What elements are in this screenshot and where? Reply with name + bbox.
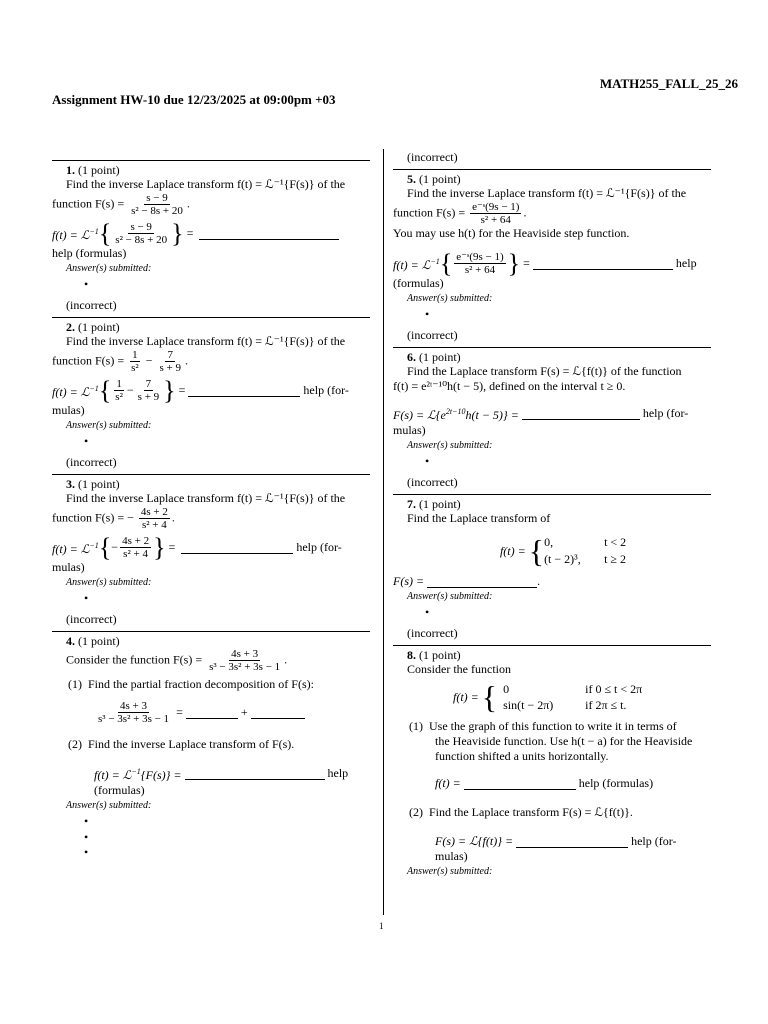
problem-number: 5. [407, 172, 416, 186]
answers-submitted-label: Answer(s) submitted: [407, 440, 493, 451]
problem-5 [393, 169, 711, 343]
part2-text: Find the inverse Laplace transform of F(s). [88, 737, 295, 751]
column-divider [383, 149, 384, 915]
points: (1 point) [419, 497, 461, 511]
instruction: Find the Laplace transform F(s) = ℒ{f(t)} of the function [407, 364, 682, 378]
assignment-title: Assignment HW-10 due 12/23/2025 at 09:00pm +03 [52, 92, 336, 107]
function-def: function F(s) = − $\frac{4s + 2}{\text{s² + 4}}$ . [52, 506, 175, 531]
course-code: MATH255_FALL_25_26 [599, 76, 738, 91]
status-incorrect: (incorrect) [407, 150, 458, 164]
points: (1 point) [78, 477, 120, 491]
answers-submitted-label: Answer(s) submitted: [407, 591, 493, 602]
problem-number: 8. [407, 648, 416, 662]
instruction: Find the inverse Laplace transform f(t) = ℒ⁻¹{F(s)} of the [66, 177, 346, 191]
answer-input-3[interactable] [185, 767, 325, 780]
answers-submitted-label: Answer(s) submitted: [407, 866, 493, 877]
answer-row: F(s) = . [393, 574, 541, 588]
points: (1 point) [78, 163, 120, 177]
answer-row: f(t) = ℒ$^{-1}$ { − $\frac{4s + 2}{\text{s² + 4}}$ } = help (for- [52, 532, 342, 562]
problem-number: 7. [407, 497, 416, 511]
bullet: • [425, 605, 430, 619]
part1-text-2: the Heaviside function. Use h(t − a) for the Heaviside [435, 734, 693, 748]
problem-2 [52, 317, 370, 470]
piecewise-function: f(t) = { 0, t < 2 (t − 2)³, t ≥ 2 [499, 533, 627, 569]
problem-number: 6. [407, 350, 416, 364]
answer-row: f(t) = help (formulas) [435, 776, 654, 790]
help-link-cont[interactable]: mulas) [52, 403, 85, 417]
points: (1 point) [78, 320, 120, 334]
points: (1 point) [419, 172, 461, 186]
status-incorrect: (incorrect) [66, 612, 117, 626]
answer-row-2: f(t) = ℒ$^{-1}${F(s)} = help [94, 766, 349, 782]
problem-number: 3. [66, 477, 75, 491]
status-incorrect: (incorrect) [407, 626, 458, 640]
instruction: Find the Laplace transform of [407, 511, 551, 525]
help-link[interactable]: help (for- [296, 540, 342, 554]
help-link[interactable]: help [675, 256, 697, 270]
answer-input-2[interactable] [516, 835, 628, 848]
right-column [393, 149, 711, 878]
answer-input[interactable] [199, 227, 339, 240]
bullet: • [84, 830, 89, 844]
answer-input[interactable] [427, 575, 537, 588]
help-link[interactable]: help [327, 766, 349, 780]
problem-6 [393, 347, 711, 490]
function-def: function F(s) = $\frac{s - 9}{\text{s² − 8s + 20}}$ . [52, 192, 190, 217]
page-number: 1 [379, 921, 384, 931]
answers-submitted-label: Answer(s) submitted: [66, 800, 152, 811]
help-link-cont[interactable]: (formulas) [393, 276, 444, 290]
bullet: • [84, 845, 89, 859]
instruction-cont: f(t) = e²ᵗ⁻¹⁰h(t − 5), defined on the interval t ≥ 0. [393, 379, 626, 393]
help-link-cont[interactable]: mulas) [393, 423, 426, 437]
answer-input-2[interactable] [251, 706, 305, 719]
answer-row: $\frac{4s + 3}{\text{s³ − 3s² + 3s − 1}}$ = + [52, 700, 370, 725]
bullet: • [425, 454, 430, 468]
problem-4: 4. (1 point) Consider the function F(s) = $\frac{4s + 3}{\text{s³ − 3s² + 3s − 1}}$ . (1) Find the partial fraction decomposition of F(s): $\frac{4s + 3}{\text{s³ − 3s² + 3s − 1}}$ = + (2) Find the inverse Laplace transform of F(s). f(t) = ℒ$^{-1}${F(s)} = help (formulas) Answer(s) submitted: • • • [52, 631, 370, 860]
part1-text: Use the graph of this function to write it in terms of [429, 719, 677, 733]
answer-input-1[interactable] [186, 706, 238, 719]
instruction: Consider the function F(s) = $\frac{4s + 3}{\text{s³ − 3s² + 3s − 1}}$ . [66, 648, 288, 673]
instruction: Find the inverse Laplace transform f(t) = ℒ⁻¹{F(s)} of the [66, 334, 346, 348]
answers-submitted-label: Answer(s) submitted: [66, 420, 152, 431]
answer-row: $F(s) = ℒ\{e^{2t-10}h(t - 5)\}$ = help (for- [393, 406, 689, 422]
answer-input[interactable] [188, 384, 300, 397]
answer-input[interactable] [181, 541, 293, 554]
bullet: • [84, 277, 89, 291]
status-incorrect: (incorrect) [407, 328, 458, 342]
bullet: • [425, 307, 430, 321]
instruction: Consider the function [407, 662, 511, 676]
points: (1 point) [419, 350, 461, 364]
answers-submitted-label: Answer(s) submitted: [66, 263, 152, 274]
bullet: • [84, 591, 89, 605]
problem-3 [52, 474, 370, 627]
help-link[interactable]: help (for- [631, 834, 677, 848]
answer-input[interactable] [522, 407, 640, 420]
status-incorrect: (incorrect) [407, 475, 458, 489]
answer-row: f(t) = ℒ$^{-1}$ { $\frac{\text{e⁻ˢ(9s − 1)}}{\text{s² + 64}}$ } = help [393, 248, 697, 278]
note: You may use h(t) for the Heaviside step function. [393, 226, 630, 240]
part2-text: Find the Laplace transform F(s) = ℒ{f(t)}. [429, 805, 633, 819]
points: (1 point) [419, 648, 461, 662]
part1-text-3: function shifted a units horizontally. [435, 749, 609, 763]
answer-row: f(t) = ℒ$^{-1}$ { $\frac{s - 9}{\text{s² − 8s + 20}}$ } = [52, 221, 370, 246]
piecewise-function: f(t) = { 0 if 0 ≤ t < 2π sin(t − 2π) if 2π ≤ t. [453, 679, 643, 715]
problem-7 [393, 494, 711, 641]
problem-number: 2. [66, 320, 75, 334]
function-def: function F(s) = $\frac{1}{\text{s²}}$ − $\frac{7}{s + 9}$ . [52, 349, 188, 374]
answer-input[interactable] [533, 257, 673, 270]
left-column [52, 160, 370, 860]
function-def: function F(s) = $\frac{\text{e⁻ˢ(9s − 1)}}{\text{s² + 64}}$ . [393, 201, 527, 226]
answer-input-1[interactable] [464, 777, 576, 790]
status-incorrect: (incorrect) [66, 298, 117, 312]
answer-row-2: F(s) = ℒ{f(t)} = help (for- [435, 834, 677, 848]
answers-submitted-label: Answer(s) submitted: [66, 577, 152, 588]
problem-number: 1. [66, 163, 75, 177]
part1-text: Find the partial fraction decomposition of F(s): [88, 677, 314, 691]
instruction: Find the inverse Laplace transform f(t) = ℒ⁻¹{F(s)} of the [407, 186, 687, 200]
help-link-cont[interactable]: (formulas) [94, 783, 145, 797]
problem-1 [52, 160, 370, 313]
help-link-cont[interactable]: mulas) [435, 849, 468, 863]
help-link-cont[interactable]: mulas) [52, 560, 85, 574]
answers-submitted-label: Answer(s) submitted: [407, 293, 493, 304]
help-link[interactable]: help (for- [642, 406, 689, 420]
help-link[interactable]: help (formulas) [52, 246, 127, 260]
problem-8: 8. (1 point) Consider the function f(t) = { 0 if 0 ≤ t < 2π sin(t − 2π) if 2π ≤ t. (1) Use the graph of this function to write it in terms of the Heaviside function. Use h(t − a) for the Heaviside function shifted a units horizontally. f(t) = help (formulas) (2) Find the Laplace transform F(s) = ℒ{f(t)}. F(s) = ℒ{f(t)} = help (for- mulas) Answer(s) submitted: [393, 645, 711, 878]
help-link[interactable]: help (for- [303, 383, 349, 397]
instruction: Find the inverse Laplace transform f(t) = ℒ⁻¹{F(s)} of the [66, 491, 346, 505]
problem-number: 4. [66, 634, 75, 648]
answer-row: f(t) = ℒ$^{-1}$ { $\frac{1}{\text{s²}}$ − $\frac{7}{s + 9}$ } = help (for- [52, 375, 349, 405]
points: (1 point) [78, 634, 120, 648]
status-incorrect: (incorrect) [66, 455, 117, 469]
help-link[interactable]: help (formulas) [578, 776, 654, 790]
bullet: • [84, 434, 89, 448]
bullet: • [84, 814, 89, 828]
